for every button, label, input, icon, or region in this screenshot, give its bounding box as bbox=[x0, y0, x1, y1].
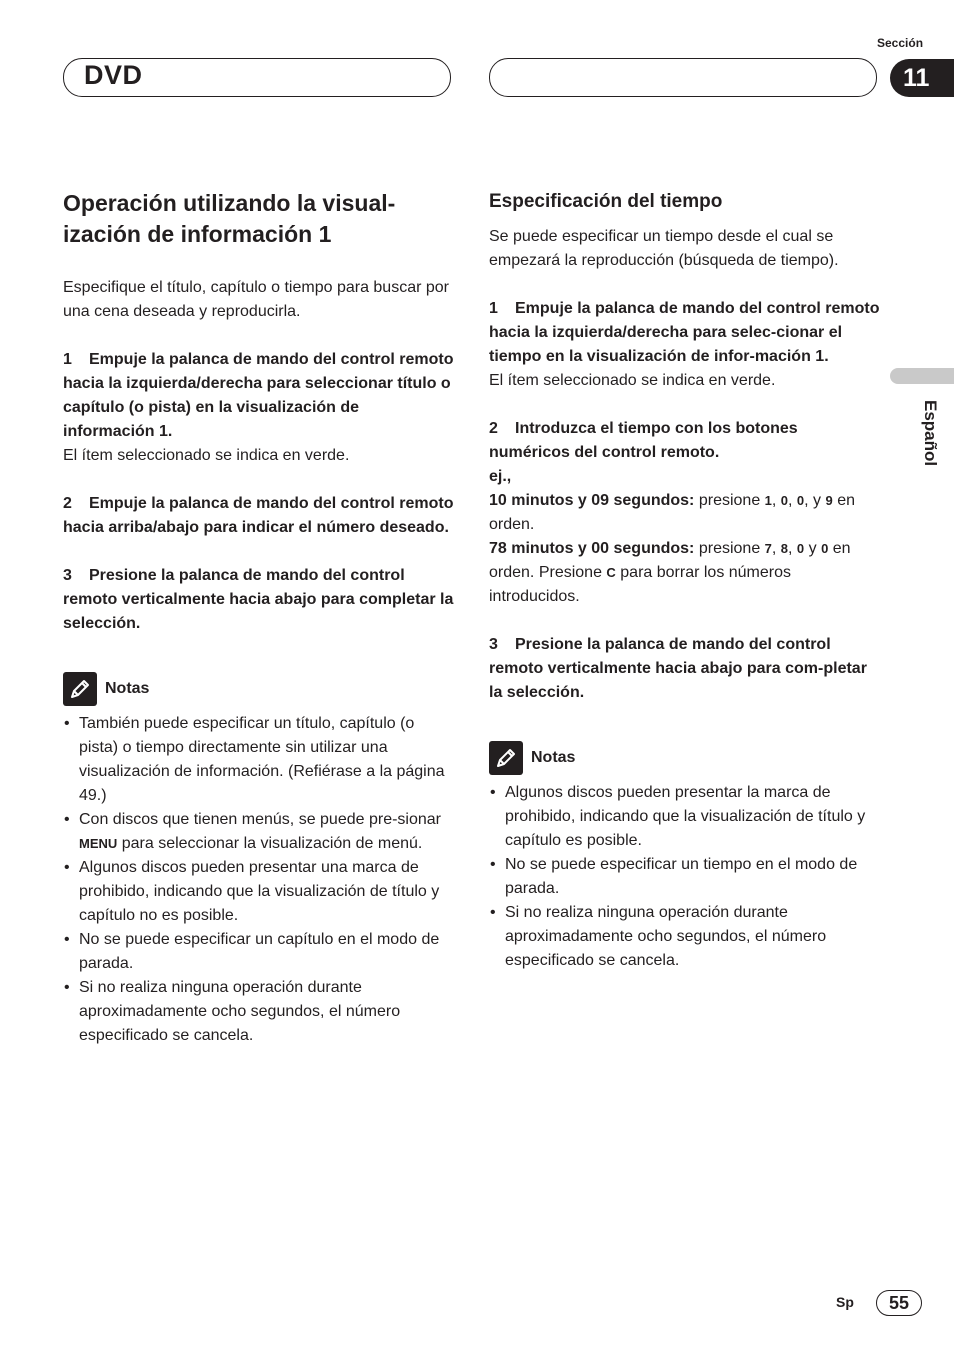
step-1 bbox=[63, 348, 455, 444]
step-1 bbox=[489, 297, 881, 369]
key-digit: 9 bbox=[825, 493, 833, 508]
clear-key-label: C bbox=[606, 565, 616, 580]
pencil-icon bbox=[489, 741, 523, 775]
step-number: 3 bbox=[489, 636, 498, 653]
note-item: • Si no realiza ninguna operación durante aproximadamente ocho segundos, el número especificado se cancela. bbox=[489, 901, 881, 973]
step-number: 3 bbox=[63, 567, 72, 584]
note-item: • No se puede especificar un tiempo en el modo de parada. bbox=[489, 853, 881, 901]
press-text: presione bbox=[698, 492, 761, 509]
pencil-icon bbox=[63, 672, 97, 706]
intro-paragraph: Se puede especificar un tiempo desde el cual se empezará la reproducción (búsqueda de tiempo). bbox=[489, 228, 839, 269]
and-text: y bbox=[808, 540, 817, 557]
step-3 bbox=[489, 633, 881, 705]
step-1-note: El ítem seleccionado se indica en verde. bbox=[489, 372, 776, 389]
step-number: 2 bbox=[63, 495, 72, 512]
section-number-tab: 11 bbox=[890, 59, 954, 97]
notes-title: Notas bbox=[105, 680, 150, 697]
key-digit: 0 bbox=[796, 541, 805, 556]
and-text: y bbox=[813, 492, 822, 509]
page-number: 55 bbox=[876, 1290, 922, 1316]
note-text: para seleccionar la visualización de menú. bbox=[121, 835, 423, 852]
header-title: DVD bbox=[84, 60, 143, 90]
note-item: • Algunos discos pueden presentar una marca de prohibido, indicando que la visualización de título y capítulo no es posible. bbox=[63, 856, 455, 928]
press-text: presione bbox=[698, 540, 761, 557]
step-text: Introduzca el tiempo con los botones numéricos del control remoto. bbox=[489, 420, 798, 461]
note-item: • También puede especificar un título, capítulo (o pista) o tiempo directamente sin utilizar una visualización de información. (Refiérase a la página 49.) bbox=[63, 712, 455, 808]
order-text: en orden. bbox=[489, 492, 855, 533]
step-2 bbox=[489, 417, 881, 465]
heading-line-2: ización de información 1 bbox=[63, 221, 332, 247]
section-label: Sección bbox=[877, 36, 924, 50]
step-text: Empuje la palanca de mando del control remoto hacia la izquierda/derecha para seleccionar título o capítulo (o pista) en la visualización de información 1. bbox=[63, 351, 454, 440]
key-digit: 0 bbox=[796, 493, 805, 508]
step-number: 1 bbox=[63, 351, 72, 368]
intro-paragraph: Especifique el título, capítulo o tiempo para buscar por una cena deseada y reproducirla. bbox=[63, 279, 449, 320]
subsection-heading: Especificación del tiempo bbox=[489, 191, 723, 212]
note-item bbox=[63, 808, 455, 856]
header-blank-box bbox=[489, 58, 877, 97]
notes-list bbox=[489, 781, 881, 973]
order-text: en orden. Presione bbox=[489, 540, 851, 581]
example-2: 78 minutos y 00 segundos: presione 7, 8, 0 y 0 en orden. Presione C para borrar los números introducidos. bbox=[489, 540, 851, 605]
key-digit: 7 bbox=[764, 541, 772, 556]
heading-line-1: Operación utilizando la visual- bbox=[63, 190, 396, 216]
step-number: 2 bbox=[489, 420, 498, 437]
key-digit: 1 bbox=[764, 493, 772, 508]
key-digit: 8 bbox=[780, 541, 789, 556]
header-title-box bbox=[63, 58, 451, 97]
step-number: 1 bbox=[489, 300, 498, 317]
step-text: Empuje la palanca de mando del control remoto hacia la izquierda/derecha para selec-cionar el tiempo en la visualización de infor-mación 1. bbox=[489, 300, 880, 365]
language-label: Español bbox=[921, 400, 940, 467]
example-1: 10 minutos y 09 segundos: presione 1, 0, 0, y 9 en orden. bbox=[489, 492, 855, 533]
notes-header bbox=[489, 741, 881, 775]
key-digit: 0 bbox=[821, 541, 829, 556]
note-item: • No se puede especificar un capítulo en el modo de parada. bbox=[63, 928, 455, 976]
step-1-note: El ítem seleccionado se indica en verde. bbox=[63, 447, 350, 464]
step-text: Presione la palanca de mando del control remoto verticalmente hacia abajo para com-pletar la selección. bbox=[489, 636, 867, 701]
example-label: ej., bbox=[489, 468, 512, 485]
example-2-label: 78 minutos y 00 segundos: bbox=[489, 540, 695, 557]
footer-lang-code: Sp bbox=[836, 1294, 854, 1310]
section-heading bbox=[63, 188, 455, 250]
left-column bbox=[63, 188, 455, 1048]
step-2 bbox=[63, 492, 455, 540]
language-tab-marker bbox=[890, 368, 954, 384]
step-text: Empuje la palanca de mando del control remoto hacia arriba/abajo para indicar el número deseado. bbox=[63, 495, 454, 536]
example-1-label: 10 minutos y 09 segundos: bbox=[489, 492, 695, 509]
step-3 bbox=[63, 564, 455, 636]
key-digit: 0 bbox=[780, 493, 789, 508]
note-item: • Algunos discos pueden presentar la marca de prohibido, indicando que la visualización de título y capítulo es posible. bbox=[489, 781, 881, 853]
notes-title: Notas bbox=[531, 749, 576, 766]
notes-header bbox=[63, 672, 455, 706]
right-column bbox=[489, 189, 881, 973]
note-text: Con discos que tienen menús, se puede pre-sionar bbox=[79, 811, 441, 828]
step-text: Presione la palanca de mando del control remoto verticalmente hacia abajo para completar la selección. bbox=[63, 567, 454, 632]
note-item: • Si no realiza ninguna operación durante aproximadamente ocho segundos, el número especificado se cancela. bbox=[63, 976, 455, 1048]
menu-key-label: MENU bbox=[79, 836, 118, 851]
notes-list bbox=[63, 712, 455, 1048]
clear-text: para borrar los números introducidos. bbox=[489, 564, 792, 605]
